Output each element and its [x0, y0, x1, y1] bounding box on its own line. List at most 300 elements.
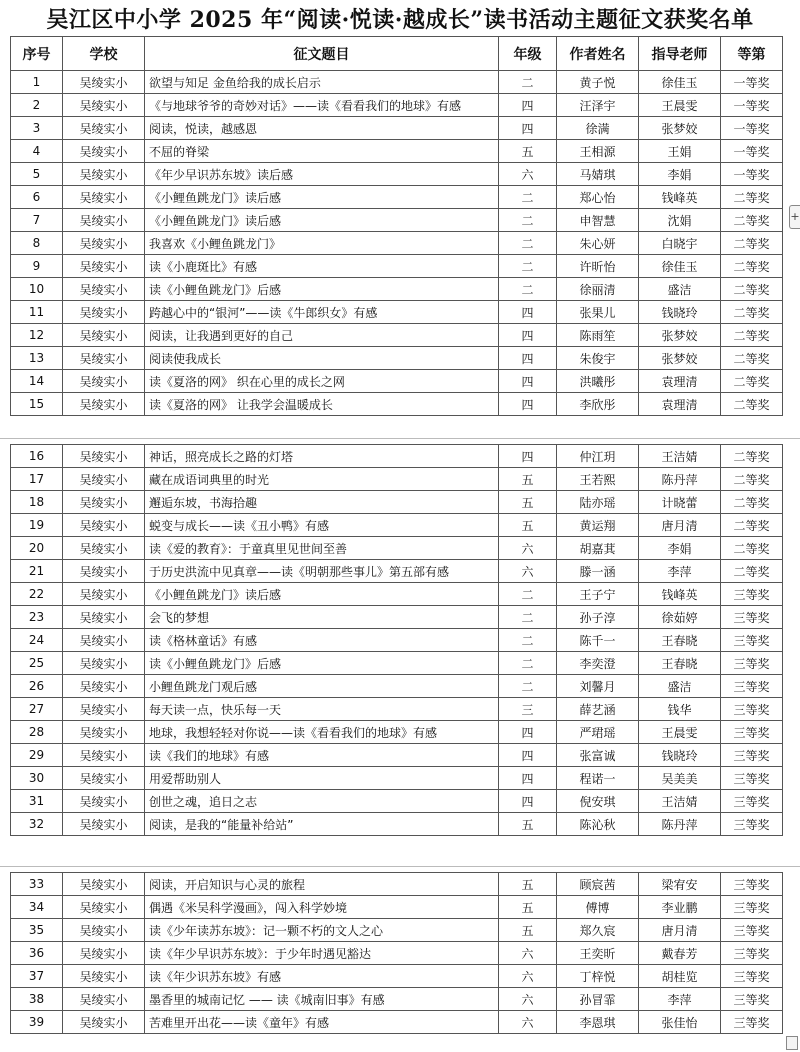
cell-index: 3	[11, 117, 63, 140]
cell-teacher: 沈娟	[639, 209, 721, 232]
table-row	[11, 675, 783, 698]
table-row	[11, 988, 783, 1011]
table-row	[11, 468, 783, 491]
cell-essay-title: 读《小鹿斑比》有感	[145, 255, 499, 278]
cell-teacher: 王春晓	[639, 629, 721, 652]
cell-author: 刘馨月	[557, 675, 639, 698]
cell-school: 吴绫实小	[63, 1011, 145, 1034]
cell-author: 许昕怡	[557, 255, 639, 278]
cell-grade: 五	[499, 896, 557, 919]
cell-grade: 二	[499, 629, 557, 652]
cell-award: 一等奖	[721, 71, 783, 94]
table-row	[11, 209, 783, 232]
cell-school: 吴绫实小	[63, 767, 145, 790]
cell-essay-title: 阅读，开启知识与心灵的旅程	[145, 873, 499, 896]
cell-index: 13	[11, 347, 63, 370]
cell-teacher: 钱晓玲	[639, 301, 721, 324]
cell-essay-title: 《与地球爷爷的奇妙对话》——读《看看我们的地球》有感	[145, 94, 499, 117]
table-row	[11, 491, 783, 514]
cell-school: 吴绫实小	[63, 560, 145, 583]
cell-author: 朱心妍	[557, 232, 639, 255]
cell-teacher: 徐佳玉	[639, 71, 721, 94]
cell-index: 17	[11, 468, 63, 491]
table-row	[11, 560, 783, 583]
cell-school: 吴绫实小	[63, 652, 145, 675]
cell-teacher: 李娟	[639, 537, 721, 560]
cell-grade: 三	[499, 698, 557, 721]
cell-grade: 四	[499, 94, 557, 117]
cell-essay-title: 读《夏洛的网》 让我学会温暖成长	[145, 393, 499, 416]
award-table-part-1	[10, 36, 783, 416]
cell-teacher: 王晨雯	[639, 721, 721, 744]
cell-award: 三等奖	[721, 675, 783, 698]
cell-teacher: 王晨雯	[639, 94, 721, 117]
cell-index: 30	[11, 767, 63, 790]
cell-grade: 五	[499, 140, 557, 163]
cell-index: 19	[11, 514, 63, 537]
cell-author: 李欣彤	[557, 393, 639, 416]
cell-award: 三等奖	[721, 988, 783, 1011]
cell-school: 吴绫实小	[63, 583, 145, 606]
cell-school: 吴绫实小	[63, 721, 145, 744]
table-row	[11, 873, 783, 896]
cell-author: 黄运翔	[557, 514, 639, 537]
cell-school: 吴绫实小	[63, 873, 145, 896]
cell-school: 吴绫实小	[63, 301, 145, 324]
table-row	[11, 117, 783, 140]
cell-author: 陈雨笙	[557, 324, 639, 347]
cell-award: 二等奖	[721, 491, 783, 514]
cell-award: 二等奖	[721, 537, 783, 560]
cell-index: 26	[11, 675, 63, 698]
cell-award: 二等奖	[721, 232, 783, 255]
cell-index: 32	[11, 813, 63, 836]
cell-award: 二等奖	[721, 347, 783, 370]
page-break-line	[0, 438, 800, 439]
table-row	[11, 942, 783, 965]
cell-teacher: 钱峰英	[639, 583, 721, 606]
cell-index: 21	[11, 560, 63, 583]
cell-school: 吴绫实小	[63, 790, 145, 813]
expand-panel-button[interactable]: +	[789, 205, 800, 229]
cell-grade: 四	[499, 744, 557, 767]
cell-school: 吴绫实小	[63, 965, 145, 988]
cell-teacher: 袁理清	[639, 393, 721, 416]
cell-author: 朱俊宇	[557, 347, 639, 370]
cell-grade: 六	[499, 988, 557, 1011]
cell-author: 顾宸茜	[557, 873, 639, 896]
cell-award: 三等奖	[721, 721, 783, 744]
cell-author: 胡嘉萁	[557, 537, 639, 560]
cell-author: 滕一涵	[557, 560, 639, 583]
award-table-part-3	[10, 872, 783, 1034]
cell-award: 二等奖	[721, 445, 783, 468]
table-row	[11, 370, 783, 393]
table-row	[11, 445, 783, 468]
cell-school: 吴绫实小	[63, 606, 145, 629]
cell-school: 吴绫实小	[63, 675, 145, 698]
cell-teacher: 盛洁	[639, 675, 721, 698]
cell-essay-title: 阅读，悦读，越感恩	[145, 117, 499, 140]
cell-grade: 二	[499, 278, 557, 301]
cell-grade: 六	[499, 942, 557, 965]
cell-school: 吴绫实小	[63, 278, 145, 301]
cell-school: 吴绫实小	[63, 813, 145, 836]
cell-award: 二等奖	[721, 324, 783, 347]
cell-award: 二等奖	[721, 278, 783, 301]
cell-grade: 四	[499, 117, 557, 140]
cell-index: 20	[11, 537, 63, 560]
cell-school: 吴绫实小	[63, 255, 145, 278]
header-school: 学校	[63, 37, 145, 71]
cell-essay-title: 阅读，让我遇到更好的自己	[145, 324, 499, 347]
cell-grade: 五	[499, 491, 557, 514]
cell-author: 洪曦彤	[557, 370, 639, 393]
cell-author: 王相源	[557, 140, 639, 163]
cell-teacher: 陈丹萍	[639, 468, 721, 491]
cell-teacher: 张佳怡	[639, 1011, 721, 1034]
cell-author: 马婧琪	[557, 163, 639, 186]
cell-award: 二等奖	[721, 468, 783, 491]
cell-index: 18	[11, 491, 63, 514]
cell-essay-title: 神话，照亮成长之路的灯塔	[145, 445, 499, 468]
table-row	[11, 790, 783, 813]
cell-grade: 六	[499, 537, 557, 560]
cell-award: 二等奖	[721, 514, 783, 537]
table-row	[11, 721, 783, 744]
cell-index: 9	[11, 255, 63, 278]
cell-teacher: 王洁婧	[639, 445, 721, 468]
cell-author: 郑心怡	[557, 186, 639, 209]
cell-award: 二等奖	[721, 255, 783, 278]
cell-author: 张富诚	[557, 744, 639, 767]
cell-author: 严珺瑶	[557, 721, 639, 744]
cell-essay-title: 阅读使我成长	[145, 347, 499, 370]
cell-teacher: 王春晓	[639, 652, 721, 675]
cell-index: 29	[11, 744, 63, 767]
cell-essay-title: 阅读，是我的“能量补给站”	[145, 813, 499, 836]
cell-essay-title: 读《年少识苏东坡》有感	[145, 965, 499, 988]
cell-award: 三等奖	[721, 606, 783, 629]
cell-grade: 二	[499, 255, 557, 278]
cell-teacher: 吴美美	[639, 767, 721, 790]
cell-teacher: 钱峰英	[639, 186, 721, 209]
cell-essay-title: 《小鲤鱼跳龙门》读后感	[145, 209, 499, 232]
cell-grade: 四	[499, 721, 557, 744]
cell-author: 王若熙	[557, 468, 639, 491]
cell-award: 三等奖	[721, 942, 783, 965]
table-row	[11, 255, 783, 278]
cell-author: 徐满	[557, 117, 639, 140]
table-row	[11, 324, 783, 347]
table-row	[11, 537, 783, 560]
cell-essay-title: 《年少早识苏东坡》读后感	[145, 163, 499, 186]
cell-author: 陈沁秋	[557, 813, 639, 836]
table-row	[11, 71, 783, 94]
cell-school: 吴绫实小	[63, 117, 145, 140]
cell-index: 11	[11, 301, 63, 324]
cell-author: 孙子淳	[557, 606, 639, 629]
cell-teacher: 张梦姣	[639, 324, 721, 347]
cell-grade: 五	[499, 514, 557, 537]
cell-school: 吴绫实小	[63, 71, 145, 94]
cell-school: 吴绫实小	[63, 988, 145, 1011]
cell-grade: 二	[499, 652, 557, 675]
cell-award: 一等奖	[721, 94, 783, 117]
cell-essay-title: 《小鲤鱼跳龙门》读后感	[145, 583, 499, 606]
table-row	[11, 583, 783, 606]
cell-index: 28	[11, 721, 63, 744]
cell-index: 35	[11, 919, 63, 942]
cell-index: 39	[11, 1011, 63, 1034]
cell-teacher: 王娟	[639, 140, 721, 163]
cell-essay-title: 墨香里的城南记忆 —— 读《城南旧事》有感	[145, 988, 499, 1011]
cell-award: 三等奖	[721, 583, 783, 606]
award-table-part-2	[10, 444, 783, 836]
table-row	[11, 652, 783, 675]
cell-essay-title: 读《小鲤鱼跳龙门》后感	[145, 278, 499, 301]
cell-teacher: 白晓宇	[639, 232, 721, 255]
cell-essay-title: 跨越心中的“银河”——读《牛郎织女》有感	[145, 301, 499, 324]
cell-award: 一等奖	[721, 117, 783, 140]
cell-school: 吴绫实小	[63, 942, 145, 965]
cell-school: 吴绫实小	[63, 896, 145, 919]
cell-teacher: 李萍	[639, 560, 721, 583]
cell-school: 吴绫实小	[63, 698, 145, 721]
cell-award: 三等奖	[721, 896, 783, 919]
header-award: 等第	[721, 37, 783, 71]
cell-author: 陈千一	[557, 629, 639, 652]
cell-school: 吴绫实小	[63, 324, 145, 347]
cell-award: 三等奖	[721, 1011, 783, 1034]
table-row	[11, 347, 783, 370]
cell-author: 王奕昕	[557, 942, 639, 965]
cell-teacher: 李娟	[639, 163, 721, 186]
table-row	[11, 744, 783, 767]
cell-index: 31	[11, 790, 63, 813]
header-index: 序号	[11, 37, 63, 71]
cell-teacher: 唐月清	[639, 919, 721, 942]
cell-index: 36	[11, 942, 63, 965]
cell-grade: 四	[499, 370, 557, 393]
cell-author: 丁梓悦	[557, 965, 639, 988]
cell-school: 吴绫实小	[63, 393, 145, 416]
cell-essay-title: 读《年少早识苏东坡》：于少年时遇见豁达	[145, 942, 499, 965]
cell-index: 27	[11, 698, 63, 721]
cell-teacher: 徐茹婷	[639, 606, 721, 629]
cell-index: 6	[11, 186, 63, 209]
cell-grade: 四	[499, 324, 557, 347]
header-author: 作者姓名	[557, 37, 639, 71]
cell-award: 三等奖	[721, 965, 783, 988]
cell-teacher: 胡桂览	[639, 965, 721, 988]
table-row	[11, 919, 783, 942]
cell-index: 7	[11, 209, 63, 232]
cell-index: 37	[11, 965, 63, 988]
table-row	[11, 94, 783, 117]
cell-award: 三等奖	[721, 790, 783, 813]
cell-author: 仲江玥	[557, 445, 639, 468]
cell-award: 二等奖	[721, 560, 783, 583]
cell-grade: 六	[499, 1011, 557, 1034]
cell-teacher: 梁宥安	[639, 873, 721, 896]
cell-school: 吴绫实小	[63, 537, 145, 560]
cell-grade: 二	[499, 186, 557, 209]
cell-teacher: 袁理清	[639, 370, 721, 393]
cell-essay-title: 于历史洪流中见真章——读《明朝那些事儿》第五部有感	[145, 560, 499, 583]
cell-school: 吴绫实小	[63, 94, 145, 117]
cell-grade: 五	[499, 468, 557, 491]
cell-school: 吴绫实小	[63, 919, 145, 942]
cell-index: 23	[11, 606, 63, 629]
cell-award: 三等奖	[721, 652, 783, 675]
cell-essay-title: 小鲤鱼跳龙门观后感	[145, 675, 499, 698]
table-row	[11, 813, 783, 836]
cell-author: 徐丽清	[557, 278, 639, 301]
cell-essay-title: 蜕变与成长——读《丑小鸭》有感	[145, 514, 499, 537]
cell-grade: 四	[499, 767, 557, 790]
cell-grade: 四	[499, 393, 557, 416]
table-row	[11, 965, 783, 988]
cell-school: 吴绫实小	[63, 232, 145, 255]
cell-index: 38	[11, 988, 63, 1011]
table-row	[11, 606, 783, 629]
cell-essay-title: 读《爱的教育》：于童真里见世间至善	[145, 537, 499, 560]
cell-school: 吴绫实小	[63, 445, 145, 468]
cell-essay-title: 欲望与知足 金鱼给我的成长启示	[145, 71, 499, 94]
corner-handle[interactable]	[786, 1036, 798, 1050]
header-essay-title: 征文题目	[145, 37, 499, 71]
table-row	[11, 140, 783, 163]
cell-essay-title: 会飞的梦想	[145, 606, 499, 629]
cell-index: 15	[11, 393, 63, 416]
cell-school: 吴绫实小	[63, 744, 145, 767]
cell-essay-title: 《小鲤鱼跳龙门》读后感	[145, 186, 499, 209]
cell-essay-title: 地球，我想轻轻对你说——读《看看我们的地球》有感	[145, 721, 499, 744]
cell-index: 5	[11, 163, 63, 186]
cell-teacher: 张梦姣	[639, 347, 721, 370]
cell-author: 王子宁	[557, 583, 639, 606]
table-row	[11, 186, 783, 209]
cell-author: 李恩琪	[557, 1011, 639, 1034]
cell-teacher: 计晓蕾	[639, 491, 721, 514]
cell-index: 10	[11, 278, 63, 301]
cell-index: 12	[11, 324, 63, 347]
cell-school: 吴绫实小	[63, 140, 145, 163]
cell-award: 二等奖	[721, 209, 783, 232]
cell-award: 三等奖	[721, 629, 783, 652]
cell-essay-title: 每天读一点，快乐每一天	[145, 698, 499, 721]
cell-grade: 五	[499, 919, 557, 942]
table-row	[11, 1011, 783, 1034]
page-title: 吴江区中小学 2025 年“阅读·悦读·越成长”读书活动主题征文获奖名单	[46, 7, 754, 33]
cell-essay-title: 苦难里开出花——读《童年》有感	[145, 1011, 499, 1034]
cell-index: 16	[11, 445, 63, 468]
cell-author: 汪泽宇	[557, 94, 639, 117]
cell-award: 三等奖	[721, 919, 783, 942]
cell-grade: 二	[499, 606, 557, 629]
cell-teacher: 陈丹萍	[639, 813, 721, 836]
cell-essay-title: 读《我们的地球》有感	[145, 744, 499, 767]
cell-author: 郑久宸	[557, 919, 639, 942]
cell-grade: 四	[499, 445, 557, 468]
cell-index: 14	[11, 370, 63, 393]
cell-index: 1	[11, 71, 63, 94]
cell-author: 倪安琪	[557, 790, 639, 813]
cell-index: 24	[11, 629, 63, 652]
cell-index: 22	[11, 583, 63, 606]
cell-school: 吴绫实小	[63, 468, 145, 491]
cell-grade: 二	[499, 209, 557, 232]
cell-grade: 六	[499, 163, 557, 186]
cell-essay-title: 藏在成语词典里的时光	[145, 468, 499, 491]
cell-index: 4	[11, 140, 63, 163]
cell-author: 陆亦瑶	[557, 491, 639, 514]
cell-author: 程诺一	[557, 767, 639, 790]
cell-author: 李奕澄	[557, 652, 639, 675]
cell-award: 三等奖	[721, 813, 783, 836]
cell-index: 25	[11, 652, 63, 675]
cell-teacher: 王洁婧	[639, 790, 721, 813]
cell-essay-title: 创世之魂，追日之志	[145, 790, 499, 813]
table-row	[11, 514, 783, 537]
cell-author: 申智慧	[557, 209, 639, 232]
cell-school: 吴绫实小	[63, 514, 145, 537]
cell-teacher: 戴春芳	[639, 942, 721, 965]
header-grade: 年级	[499, 37, 557, 71]
cell-teacher: 李业鹏	[639, 896, 721, 919]
cell-award: 三等奖	[721, 767, 783, 790]
cell-essay-title: 用爱帮助别人	[145, 767, 499, 790]
cell-index: 2	[11, 94, 63, 117]
cell-grade: 二	[499, 675, 557, 698]
cell-grade: 二	[499, 71, 557, 94]
cell-essay-title: 读《小鲤鱼跳龙门》后感	[145, 652, 499, 675]
cell-teacher: 唐月清	[639, 514, 721, 537]
table-row	[11, 767, 783, 790]
cell-teacher: 李萍	[639, 988, 721, 1011]
cell-school: 吴绫实小	[63, 209, 145, 232]
table-row	[11, 163, 783, 186]
table-header-row	[11, 37, 783, 71]
cell-award: 二等奖	[721, 393, 783, 416]
cell-author: 傅博	[557, 896, 639, 919]
cell-essay-title: 我喜欢《小鲤鱼跳龙门》	[145, 232, 499, 255]
table-row	[11, 896, 783, 919]
table-row	[11, 278, 783, 301]
cell-school: 吴绫实小	[63, 163, 145, 186]
cell-grade: 六	[499, 560, 557, 583]
cell-award: 二等奖	[721, 370, 783, 393]
table-row	[11, 698, 783, 721]
cell-teacher: 徐佳玉	[639, 255, 721, 278]
cell-teacher: 张梦姣	[639, 117, 721, 140]
cell-award: 三等奖	[721, 698, 783, 721]
cell-essay-title: 不屈的脊梁	[145, 140, 499, 163]
cell-grade: 四	[499, 301, 557, 324]
cell-author: 张果儿	[557, 301, 639, 324]
cell-essay-title: 读《格林童话》有感	[145, 629, 499, 652]
table-row	[11, 629, 783, 652]
cell-grade: 五	[499, 813, 557, 836]
cell-award: 三等奖	[721, 873, 783, 896]
cell-index: 34	[11, 896, 63, 919]
cell-author: 孙冒霏	[557, 988, 639, 1011]
cell-author: 黄子悦	[557, 71, 639, 94]
cell-index: 33	[11, 873, 63, 896]
table-row	[11, 232, 783, 255]
cell-award: 三等奖	[721, 744, 783, 767]
